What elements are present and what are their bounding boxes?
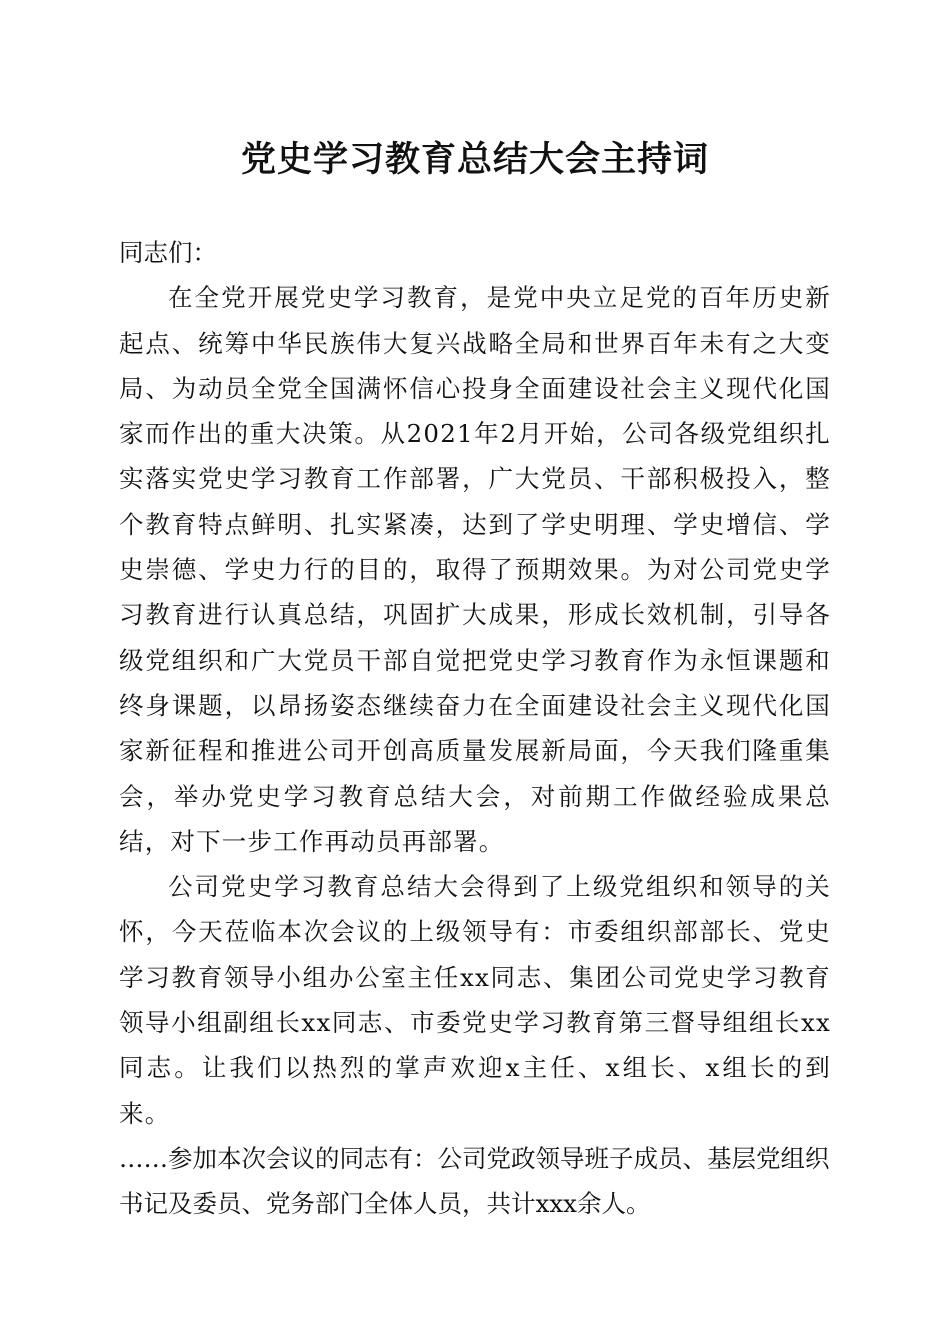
paragraph-guests: 公司党史学习教育总结大会得到了上级党组织和领导的关怀，今天莅临本次会议的上级领导有：市委组织部部长、党史学习教育领导小组办公室主任xx同志、集团公司党史学习教育领导小组副组长xx同志、市委党史学习教育第三督导组组长xx同志。让我们以热烈的掌声欢迎x主任、x组长、x组长的到来。: [119, 872, 831, 1128]
paragraph-opening: 在全党开展党史学习教育，是党中央立足党的百年历史新起点、统筹中华民族伟大复兴战略全局和世界百年未有之大变局、为动员全党全国满怀信心投身全面建设社会主义现代化国家而作出的重大决策。从2021年2月开始，公司各级党组织扎实落实党史学习教育工作部署，广大党员、干部积极投入，整个教育特点鲜明、扎实紧凑，达到了学史明理、学史增信、学史崇德、学史力行的目的，取得了预期效果。为对公司党史学习教育进行认真总结，巩固扩大成果，形成长效机制，引导各级党组织和广大党员干部自觉把党史学习教育作为永恒课题和终身课题，以昂扬姿态继续奋力在全面建设社会主义现代化国家新征程和推进公司开创高质量发展新局面，今天我们隆重集会，举办党史学习教育总结大会，对前期工作做经验成果总结，对下一步工作再动员再部署。: [119, 283, 831, 856]
document-title: 党史学习教育总结大会主持词: [240, 139, 709, 180]
paragraph-attendees: ……参加本次会议的同志有：公司党政领导班子成员、基层党组织书记及委员、党务部门全体人员，共计xxx余人。: [119, 1143, 830, 1219]
document-body: [119, 230, 831, 1227]
salutation: 同志们：: [119, 238, 217, 267]
